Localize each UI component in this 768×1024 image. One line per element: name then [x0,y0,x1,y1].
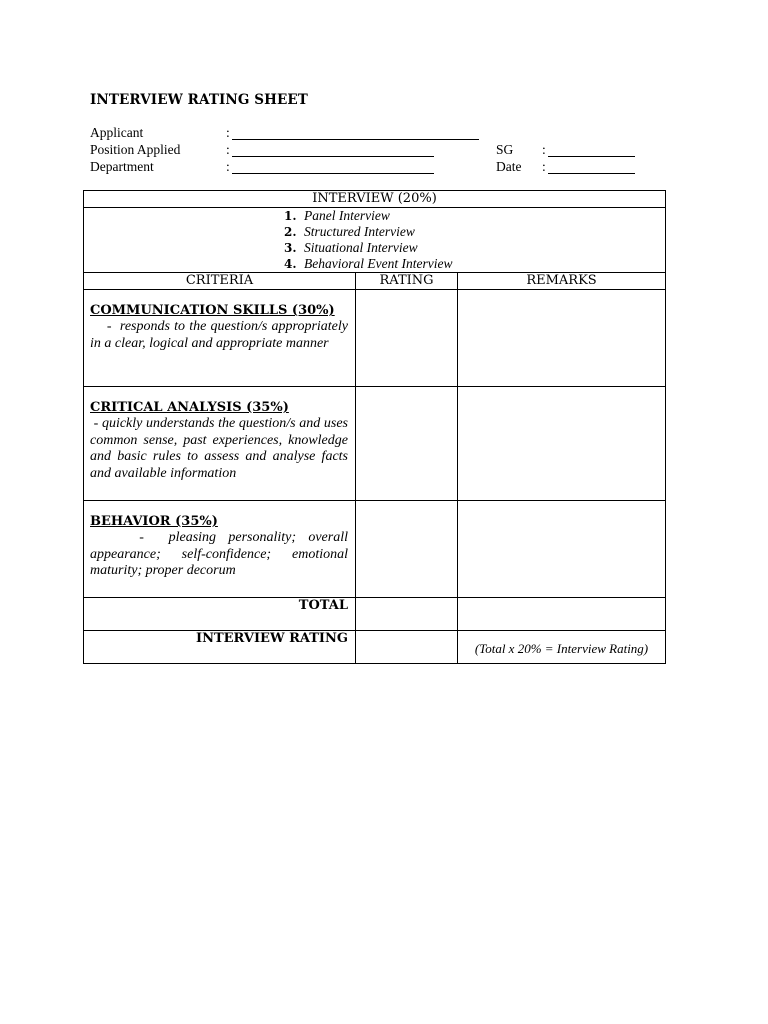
date-label: Date [496,159,522,174]
interview-methods [84,208,666,273]
remarks-cell-behavior[interactable] [458,501,666,598]
sg-colon: : [542,142,546,157]
criteria-description: - quickly understands the question/s and uses common sense, past experiences, knowledge and basic rules to assess and analyse facts and available information [90,416,352,481]
criteria-title: COMMUNICATION SKILLS (30%) [90,303,335,318]
position-colon: : [226,142,230,157]
criteria-description: - pleasing personality; overall appearance; self-confidence; emotional maturity; proper decorum [90,530,352,578]
position-label: Position Applied [90,142,181,157]
remarks-cell-analysis[interactable] [458,387,666,501]
rating-column-header: RATING [356,273,458,290]
department-colon: : [226,159,230,174]
rating-cell-behavior[interactable] [356,501,458,598]
date-colon: : [542,159,546,174]
sg-blank[interactable] [548,156,635,157]
total-remarks-cell[interactable] [458,598,666,631]
interview-rating-label: INTERVIEW RATING [84,631,356,664]
department-blank[interactable] [232,173,434,174]
method-item: 1. Panel Interview [284,208,390,223]
interview-rating-cell[interactable] [356,631,458,664]
criteria-cell-behavior [84,501,356,598]
applicant-label: Applicant [90,125,144,140]
total-label: TOTAL [84,598,356,631]
criteria-title: BEHAVIOR (35%) [90,514,218,529]
position-blank[interactable] [232,156,434,157]
criteria-cell-communication [84,290,356,387]
rating-cell-communication[interactable] [356,290,458,387]
method-item: 4. Behavioral Event Interview [284,256,453,271]
interview-header: INTERVIEW (20%) [84,191,666,208]
method-item: 3. Situational Interview [284,240,418,255]
sg-label: SG [496,142,514,157]
rating-cell-analysis[interactable] [356,387,458,501]
criteria-column-header: CRITERIA [84,273,356,290]
date-blank[interactable] [548,173,635,174]
department-label: Department [90,159,154,174]
total-rating-cell[interactable] [356,598,458,631]
criteria-description: - responds to the question/s appropriately in a clear, logical and appropriate manner [90,319,352,351]
criteria-title: CRITICAL ANALYSIS (35%) [90,400,289,415]
remarks-column-header: REMARKS [458,273,666,290]
document-title: INTERVIEW RATING SHEET [90,92,308,108]
criteria-cell-analysis [84,387,356,501]
applicant-colon: : [226,125,230,140]
applicant-blank[interactable] [232,139,479,140]
remarks-cell-communication[interactable] [458,290,666,387]
interview-rating-note: (Total x 20% = Interview Rating) [458,631,666,664]
rating-table [83,190,666,664]
method-item: 2. Structured Interview [284,224,415,239]
